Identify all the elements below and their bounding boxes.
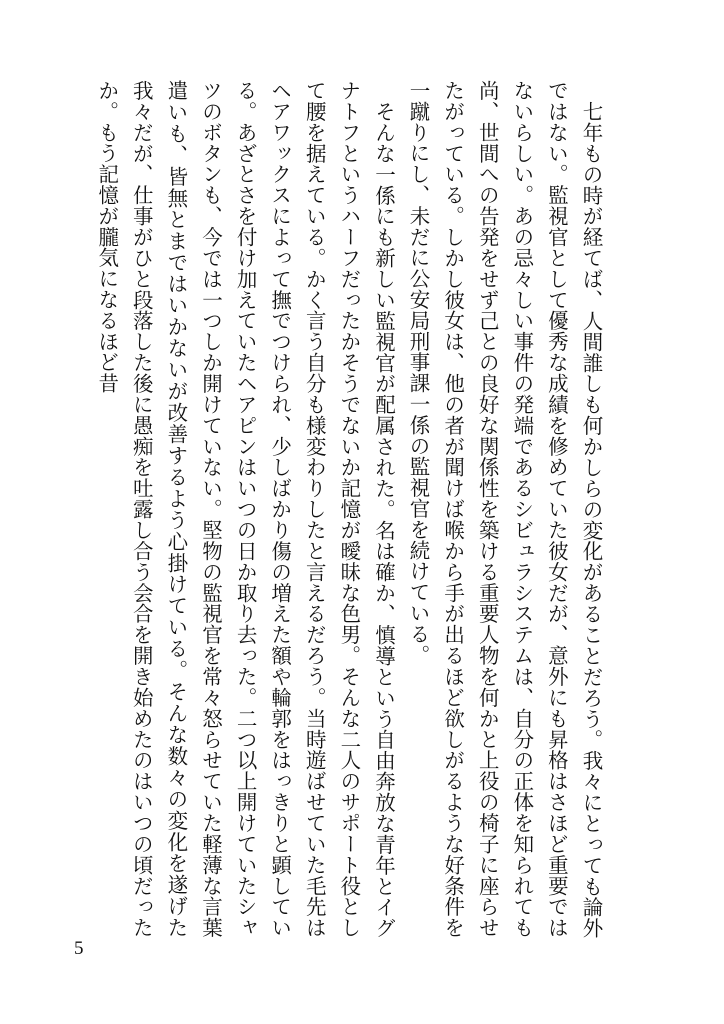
paragraph-1: 七年もの時が経てば、人間誰しも何かしらの変化があることだろう。我々にとっても論外ではない。監視官として優秀な成績を修めていた彼女だが、意外にも昇格はさほど重要ではないらしい。あの忌々しい事件の発端であるシビュラシステムは、自分の正体を知られても尚、世間への告発をせず己との良好な関係性を築ける重要人物を何かと上役の椅子に座らせたがっている。しかし彼女は、他の者が聞けば喉から手が出るほど欲しがるような好条件を一蹴りにし、未だに公安局刑事課一係の監視官を続けている。 [406,80,603,938]
page-number: 5 [74,938,84,959]
paragraph-2: そんな一係にも新しい監視官が配属された。名は確か、慎導という自由奔放な青年とイグナトフというハーフだったかそうでないか記憶が曖昧な色男。そんな二人のサポート役として腰を据えている。かく言う自分も様変わりしたと言えるだろう。当時遊ばせていた毛先はヘアワックスによって撫でつけられ、少しばかり傷の増えた額や輪郭をはっきりと顕している。あざとさを付け加えていたヘアピンはいつの日か取り去った。二つ以上開けていたシャツのボタンも、今では一つしか開けていない。堅物の監視官を常々怒らせていた軽薄な言葉遣いも、皆無とまではいかないが改善するよう心掛けている。そんな数々の変化を遂げた我々だが、仕事がひと段落した後に愚痴を吐露し合う会合を開き始めたのはいつの頃だったか。もう記憶が朧気になるほど昔 [94,80,396,938]
vertical-text-body [78,80,608,938]
